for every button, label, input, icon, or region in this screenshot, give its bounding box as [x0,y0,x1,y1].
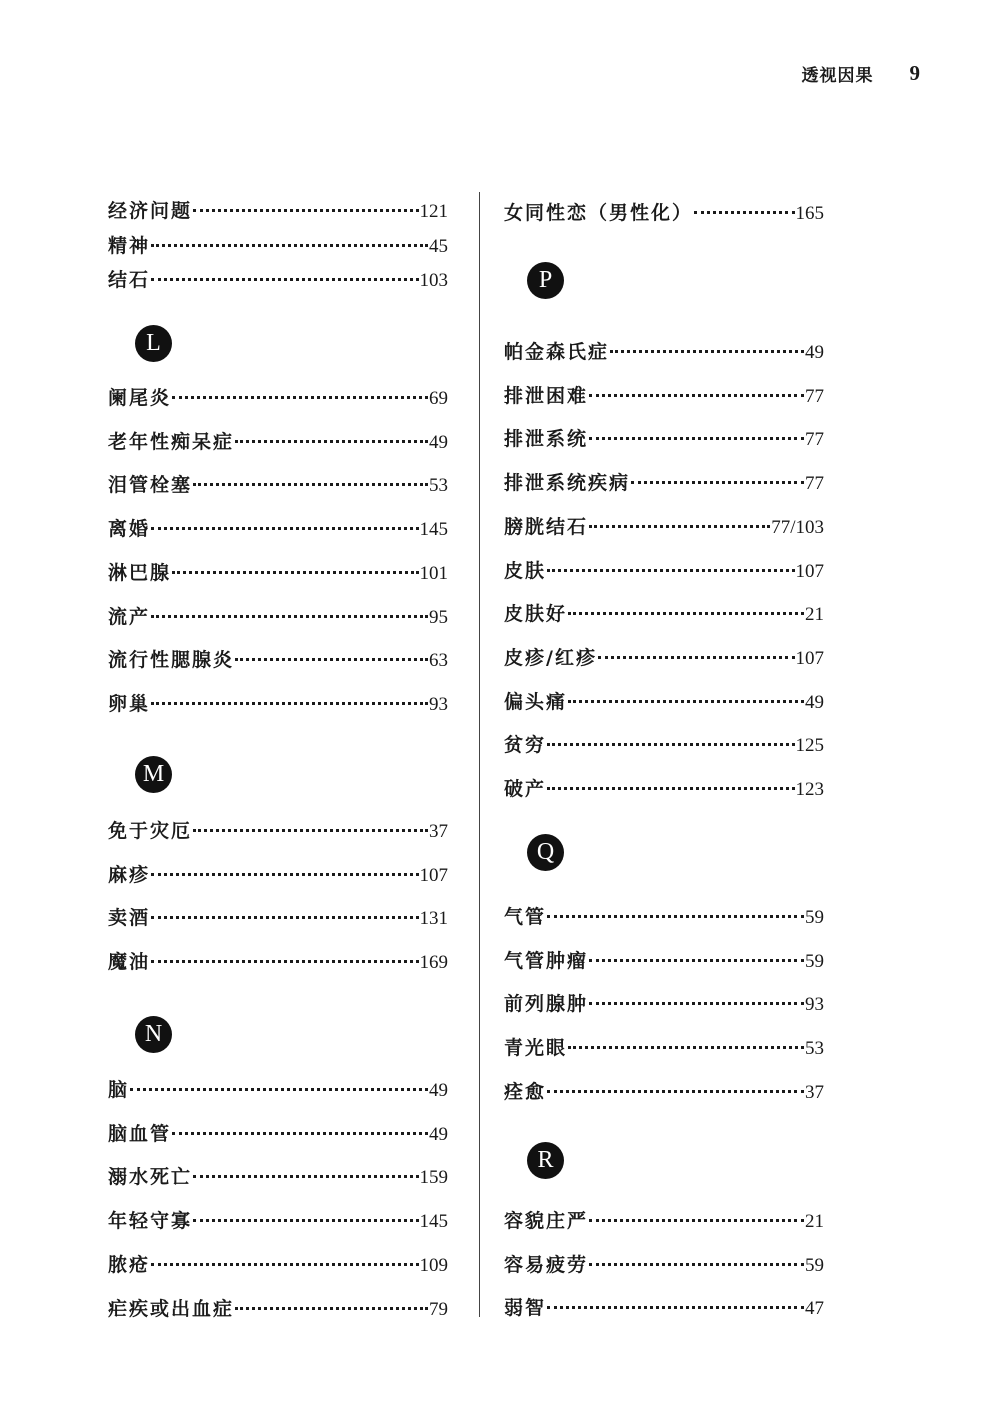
dot-leader [589,394,804,397]
index-page-ref: 169 [419,952,448,974]
letter-badge-p: P [527,262,564,299]
index-entry [108,558,448,585]
index-entry [108,1162,448,1189]
index-page-ref: 77 [805,473,824,495]
letter-badge-l: L [135,325,172,362]
dot-leader [589,1002,804,1005]
dot-leader [151,916,418,919]
index-term: 痊愈 [504,1080,547,1103]
running-header [760,58,920,88]
index-page-ref: 93 [429,693,448,715]
index-entry [504,1206,824,1233]
index-entry [504,687,824,714]
index-term: 淋巴腺 [108,561,172,584]
index-entry [108,470,448,497]
index-term: 女同性恋（男性化） [504,202,694,224]
index-page-ref: 107 [795,647,824,669]
letter-badge-m: M [135,756,172,793]
dot-leader [151,527,418,530]
index-term: 免于灾厄 [108,820,193,842]
index-page-ref: 145 [419,519,448,541]
dot-leader [547,1090,804,1093]
index-term: 魔油 [108,951,151,974]
index-page-ref: 103 [419,270,448,291]
index-entry [108,1250,448,1277]
dot-leader [568,1046,804,1049]
index-entry [108,947,448,974]
index-entry [108,265,448,292]
dot-leader [568,700,804,703]
index-entry [108,196,448,223]
index-term: 气管肿瘤 [504,949,589,972]
dot-leader [151,873,418,876]
index-term: 皮肤 [504,559,547,582]
index-term: 排泄系统疾病 [504,472,631,495]
index-entry [108,903,448,930]
index-term: 脑 [108,1079,130,1101]
index-term: 青光眼 [504,1037,568,1060]
dot-leader [235,658,428,661]
dot-leader [193,483,428,486]
index-page-ref: 107 [419,864,448,886]
index-term: 偏头痛 [504,690,568,713]
dot-leader [631,481,804,484]
dot-leader [610,350,804,353]
index-entry [504,1293,824,1320]
index-entry [108,816,448,843]
index-page-ref: 37 [429,821,448,842]
index-entry [504,512,824,539]
running-title: 透视因果 [801,65,874,86]
index-page-ref: 107 [795,560,824,582]
index-term: 排泄困难 [504,384,589,407]
index-term: 破产 [504,778,547,800]
index-term: 容貌庄严 [504,1210,589,1232]
index-term: 帕金森氏症 [504,341,610,363]
index-term: 经济问题 [108,200,193,222]
index-page-ref: 101 [419,562,448,584]
dot-leader [547,787,794,790]
index-entry [108,689,448,716]
dot-leader [151,278,418,281]
index-term: 年轻守寡 [108,1210,193,1233]
index-term: 卵巢 [108,692,151,715]
letter-badge-q: Q [527,834,564,871]
index-term: 麻疹 [108,863,151,886]
index-page-ref: 49 [429,431,448,453]
index-page-ref: 49 [805,691,824,713]
index-term: 流产 [108,605,151,628]
index-page-ref: 37 [805,1081,824,1103]
index-page-ref: 49 [805,342,824,363]
index-term: 贫穷 [504,734,547,757]
index-term: 流行性腮腺炎 [108,649,235,672]
index-term: 皮肤好 [504,603,568,626]
index-entry [504,774,824,801]
index-term: 前列腺肿 [504,993,589,1016]
index-entry [504,946,824,973]
index-entry [504,424,824,451]
index-term: 弱智 [504,1297,547,1320]
index-entry [504,337,824,364]
dot-leader [172,1132,428,1135]
dot-leader [589,1219,804,1222]
index-term: 皮疹/红疹 [504,646,597,669]
index-term: 离婚 [108,518,151,541]
index-page-ref: 131 [419,908,448,930]
index-page-ref: 77 [805,385,824,407]
dot-leader [151,1263,418,1266]
page-number: 9 [909,60,920,85]
dot-leader [589,1263,804,1266]
letter-badge-r: R [527,1142,564,1179]
dot-leader [235,1307,428,1310]
index-entry [504,1250,824,1277]
index-term: 老年性痴呆症 [108,430,235,453]
index-page-ref: 95 [429,606,448,628]
dot-leader [568,612,804,615]
column-divider [479,192,480,1317]
index-entry [504,1033,824,1060]
index-page-ref: 125 [795,735,824,757]
index-entry [108,1119,448,1146]
index-entry [108,1206,448,1233]
dot-leader [130,1088,428,1091]
index-page-ref: 21 [805,1211,824,1232]
dot-leader [151,960,418,963]
index-page-ref: 79 [429,1298,448,1320]
index-entry [504,556,824,583]
dot-leader [547,743,794,746]
index-term: 气管 [504,906,547,928]
dot-leader [547,915,804,918]
index-page-ref: 121 [419,201,448,222]
index-page-ref: 77 [805,429,824,451]
index-page-ref: 53 [805,1038,824,1060]
dot-leader [694,211,794,214]
index-entry [504,599,824,626]
dot-leader [151,615,428,618]
index-entry [108,1075,448,1102]
dot-leader [193,209,418,212]
dot-leader [589,525,770,528]
index-page-ref: 93 [805,994,824,1016]
dot-leader [598,656,795,659]
index-page-ref: 53 [429,475,448,497]
index-page-ref: 49 [429,1080,448,1101]
index-term: 脑血管 [108,1122,172,1145]
index-entry [108,1294,448,1321]
index-page-ref: 109 [419,1254,448,1276]
index-page-ref: 159 [419,1167,448,1189]
dot-leader [547,569,794,572]
index-entry [504,730,824,757]
index-term: 结石 [108,269,151,291]
index-page-ref: 21 [805,604,824,626]
index-entry [504,198,824,225]
index-entry [108,645,448,672]
index-page-ref: 165 [795,203,824,224]
index-term: 精神 [108,234,151,257]
index-entry [504,1077,824,1104]
index-term: 疟疾或出血症 [108,1297,235,1320]
index-page-ref: 77/103 [771,516,824,538]
index-term: 膀胱结石 [504,515,589,538]
index-entry [108,860,448,887]
dot-leader [193,829,428,832]
index-page-ref: 47 [805,1298,824,1320]
index-page-ref: 49 [429,1123,448,1145]
index-page-ref: 123 [795,779,824,800]
letter-badge-n: N [135,1016,172,1053]
dot-leader [193,1175,418,1178]
index-page-ref: 69 [429,388,448,409]
dot-leader [151,244,428,247]
index-entry [108,231,448,258]
index-entry [108,514,448,541]
index-term: 溺水死亡 [108,1166,193,1189]
index-entry [504,468,824,495]
index-entry [504,643,824,670]
index-entry [108,383,448,410]
index-page-ref: 63 [429,650,448,672]
dot-leader [235,440,428,443]
dot-leader [589,437,804,440]
index-term: 排泄系统 [504,428,589,451]
index-page-ref: 59 [805,950,824,972]
index-entry [504,902,824,929]
dot-leader [193,1219,418,1222]
index-entry [108,602,448,629]
index-term: 容易疲劳 [504,1253,589,1276]
index-page-ref: 59 [805,907,824,928]
index-entry [108,427,448,454]
index-page-ref: 45 [429,235,448,257]
index-term: 卖酒 [108,907,151,930]
index-page-ref: 145 [419,1211,448,1233]
dot-leader [172,396,428,399]
dot-leader [172,571,418,574]
index-term: 阑尾炎 [108,387,172,409]
index-entry [504,381,824,408]
dot-leader [151,702,428,705]
index-term: 脓疮 [108,1253,151,1276]
dot-leader [547,1306,804,1309]
index-page-ref: 59 [805,1254,824,1276]
dot-leader [589,959,804,962]
index-term: 泪管栓塞 [108,474,193,497]
index-entry [504,989,824,1016]
